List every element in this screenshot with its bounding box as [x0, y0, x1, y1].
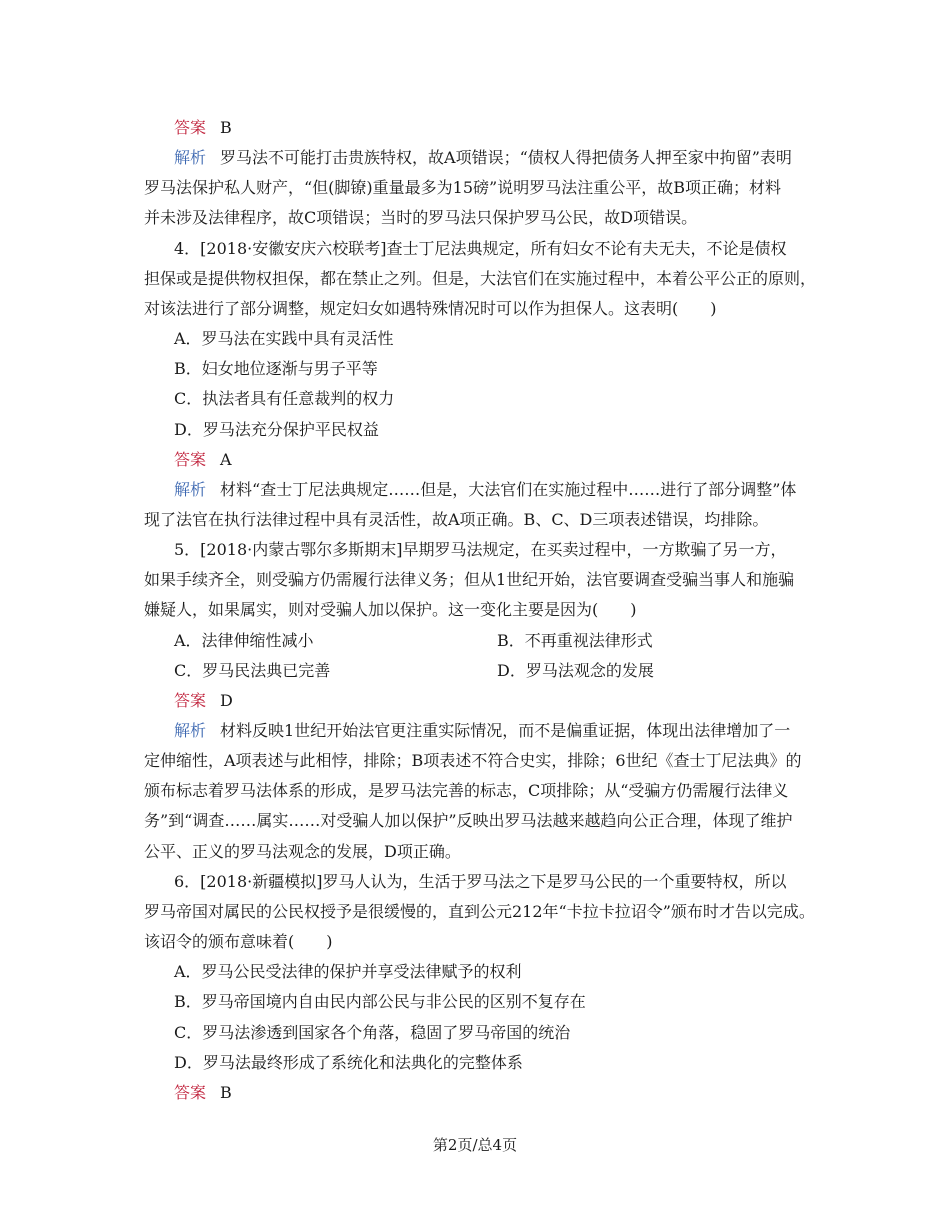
question-line [144, 299, 717, 319]
question-stem: 罗马帝国对属民的公民权授予是很缓慢的，直到公元212年“卡拉卡拉诏令”颁布时才告以完成。 [144, 902, 815, 921]
option-line [174, 992, 586, 1012]
analysis-text: 材料“查士丁尼法典规定……但是，大法官们在实施过程中……进行了部分调整”体 [220, 480, 797, 499]
analysis-text: 罗马法不可能打击贵族特权，故A项错误；“债权人得把债务人押至家中拘留”表明 [220, 148, 792, 167]
analysis-text-line [144, 178, 781, 198]
option: C．罗马民法典已完善 [174, 661, 331, 680]
analysis-text: 务”到“调查……属实……对受骗人加以保护”反映出罗马法越来越趋向公正合理，体现了维护 [144, 811, 793, 830]
option-line [174, 420, 379, 440]
analysis-text-line [144, 842, 461, 862]
option: A．法律伸缩性减小 [174, 631, 314, 650]
answer-label: 答案 [174, 450, 207, 469]
option-line [174, 329, 394, 349]
option: D．罗马法充分保护平民权益 [174, 420, 379, 439]
option-line [174, 661, 330, 681]
analysis-line [174, 721, 790, 741]
answer-line [174, 118, 232, 138]
option-line [174, 1023, 570, 1043]
analysis-line [174, 480, 796, 500]
question-stem: 嫌疑人，如果属实，则对受骗人加以保护。这一变化主要是因为( ) [144, 600, 637, 619]
option-line [174, 389, 394, 409]
analysis-text: 颁布标志着罗马法体系的形成，是罗马法完善的标志，C项排除；从“受骗方仍需履行法律义 [144, 781, 789, 800]
answer-label: 答案 [174, 691, 207, 710]
question-line [144, 600, 637, 620]
option: B．不再重视法律形式 [497, 631, 653, 650]
answer-value: D [220, 691, 233, 710]
analysis-line [174, 148, 792, 168]
option: C．执法者具有任意裁判的权力 [174, 389, 395, 408]
analysis-text-line [144, 751, 802, 771]
answer-line [174, 691, 233, 711]
question-line [144, 570, 794, 590]
analysis-text: 现了法官在执行法律过程中具有灵活性，故A项正确。B、C、D三项表述错误，均排除。 [144, 510, 769, 529]
question-line [144, 269, 816, 289]
analysis-text-line [144, 811, 793, 831]
answer-value: A [220, 450, 232, 469]
answer-label: 答案 [174, 1083, 207, 1102]
option: A．罗马公民受法律的保护并享受法律赋予的权利 [174, 962, 522, 981]
question-stem: 6．[2018·新疆模拟]罗马人认为，生活于罗马法之下是罗马公民的一个重要特权，所以 [174, 872, 787, 891]
option-line [497, 661, 654, 681]
option: D．罗马法观念的发展 [497, 661, 654, 680]
answer-line [174, 450, 232, 470]
option-line [174, 962, 522, 982]
option: A．罗马法在实践中具有灵活性 [174, 329, 394, 348]
analysis-text-line [144, 781, 788, 801]
analysis-label: 解析 [174, 721, 207, 740]
analysis-text: 公平、正义的罗马法观念的发展，D项正确。 [144, 842, 461, 861]
answer-line [174, 1083, 232, 1103]
question-line [174, 872, 786, 892]
answer-value: B [220, 1083, 232, 1102]
option-line [497, 631, 653, 651]
question-line [174, 239, 786, 259]
question-stem: 该诏令的颁布意味着( ) [144, 932, 333, 951]
option-line [174, 359, 378, 379]
question-stem: 5．[2018·内蒙古鄂尔多斯期末]早期罗马法规定，在买卖过程中，一方欺骗了另一方， [174, 540, 787, 559]
question-line [174, 540, 786, 560]
question-stem: 如果手续齐全，则受骗方仍需履行法律义务；但从1世纪开始，法官要调查受骗当事人和施骗 [144, 570, 795, 589]
analysis-label: 解析 [174, 148, 207, 167]
analysis-text: 材料反映1世纪开始法官更注重实际情况，而不是偏重证据，体现出法律增加了一 [220, 721, 791, 740]
question-line [144, 902, 815, 922]
question-line [144, 932, 333, 952]
analysis-text-line [144, 208, 697, 228]
analysis-text: 定伸缩性，A项表述与此相悖，排除；B项表述不符合史实，排除；6世纪《查士丁尼法典》的 [144, 751, 802, 770]
analysis-text-line [144, 510, 768, 530]
option-line [174, 631, 314, 651]
analysis-text: 罗马法保护私人财产，“但(脚镣)重量最多为15磅”说明罗马法注重公平，故B项正确；材料 [144, 178, 781, 197]
page-footer: 第2页/总4页 [432, 1136, 518, 1154]
option: B．罗马帝国境内自由民内部公民与非公民的区别不复存在 [174, 992, 586, 1011]
analysis-text: 并未涉及法律程序，故C项错误；当时的罗马法只保护罗马公民，故D项错误。 [144, 208, 698, 227]
question-stem: 担保或是提供物权担保，都在禁止之列。但是，大法官们在实施过程中，本着公平公正的原则， [144, 269, 817, 288]
option-line [174, 1053, 523, 1073]
question-stem: 对该法进行了部分调整，规定妇女如遇特殊情况时可以作为担保人。这表明( ) [144, 299, 717, 318]
answer-value: B [220, 118, 232, 137]
option: D．罗马法最终形成了系统化和法典化的完整体系 [174, 1053, 523, 1072]
analysis-label: 解析 [174, 480, 207, 499]
option: B．妇女地位逐渐与男子平等 [174, 359, 378, 378]
question-stem: 4．[2018·安徽安庆六校联考]查士丁尼法典规定，所有妇女不论有夫无夫，不论是债权 [174, 239, 787, 258]
option: C．罗马法渗透到国家各个角落，稳固了罗马帝国的统治 [174, 1023, 571, 1042]
answer-label: 答案 [174, 118, 207, 137]
